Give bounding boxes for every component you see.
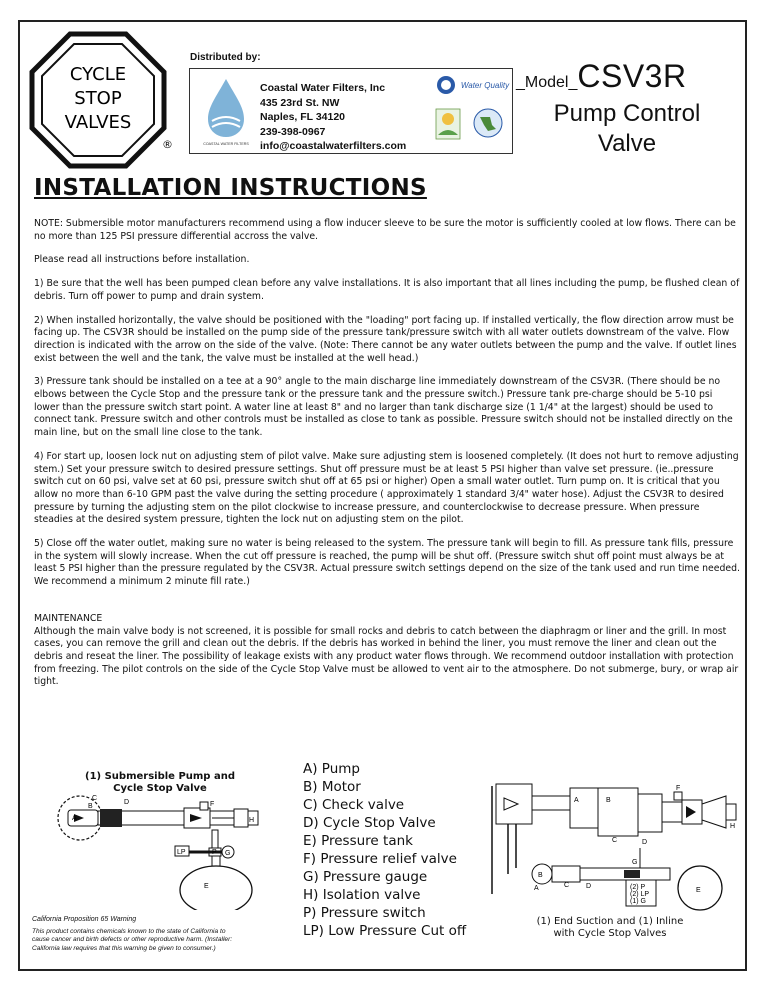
- left-label-a: A: [72, 815, 77, 822]
- right-label-f: F: [676, 785, 681, 792]
- model-line: [516, 58, 687, 95]
- maintenance-text: Although the main valve body is not screened, it is possible for small rocks and debris to catch between the diaphragm or liner and the grill. In most cases, you can remove the grill and clean out the debris. If the debris has worked in behind the liner, you must remove the liner and clean out the debris and reseat the liner. The possibility of leakage exists with any product water flows through. We recommend outdoor installation with protection from freezing. The pilot controls on the side of the Cycle Stop Valve must be allowed to vent air to the atmosphere. Do not submerge, bury, or wrap air tight.: [34, 625, 739, 688]
- end-suction-diagram: [490, 776, 742, 916]
- left-label-b: B: [88, 803, 93, 810]
- step-5-paragraph: 5) Close off the water outlet, making sure no water is being released to the system. The pressure tank will begin to fill. As pressure tank fills, pressure in the system will slowly increase. When the cut off pressure is reached, the pump will be shut off. (Pressure switch shut off point must always be at least 5 PSI higher than the pressure regulated by the CSV3R. Actual pressure switch settings depend on the size of the tank used and run time needed. We recommend a minimum 2 minute fill rate.): [34, 538, 740, 588]
- step-3-paragraph: 3) Pressure tank should be installed on a tee at a 90° angle to the main discharge line immediately downstream of the CSV3R. (There should be no elbows between the Cycle Stop and the pressure tank or the pressure tank and the pressure switch.) Pressure tank pre-charge should be 5-10 psi lower than the pressure switch start point. A water line at least 8" and no larger than tank discharge size (1 1/4" at the largest) should be used to connect tank. Pressure switch and other controls must be installed as close to tank as possible. Pressure switch should not be installed directly on the main line, but on the small line close to the tank.: [34, 376, 733, 439]
- registered-mark: ®: [162, 138, 173, 151]
- distributor-box: [189, 68, 513, 154]
- distributor-city: Naples, FL 34120: [260, 111, 346, 123]
- page-title: INSTALLATION INSTRUCTIONS: [34, 175, 427, 201]
- component-legend: [303, 760, 466, 940]
- legend-isolation-valve: H) Isolation valve: [303, 887, 421, 903]
- product-line-2: Valve: [597, 130, 657, 157]
- distributor-phone: 239-398-0967: [260, 125, 326, 138]
- legend-check-valve: C) Check valve: [303, 797, 405, 813]
- right-label-a2: A: [534, 885, 539, 892]
- cycle-stop-valves-logo: [28, 30, 168, 170]
- right-diagram-caption: [500, 916, 720, 940]
- legend-cycle-stop-valve: D) Cycle Stop Valve: [303, 815, 436, 831]
- legend-pressure-gauge: G) Pressure gauge: [303, 869, 428, 885]
- right-label-c: C: [612, 837, 618, 844]
- product-name: [532, 99, 722, 159]
- distributor-email: info@coastalwaterfilters.com: [260, 140, 407, 152]
- submersible-pump-diagram: [34, 790, 274, 910]
- left-diagram-title-line-2: Cycle Stop Valve: [113, 783, 207, 794]
- product-line-1: Pump Control: [553, 100, 701, 127]
- left-label-f: F: [210, 801, 215, 808]
- right-caption-line-2: with Cycle Stop Valves: [553, 928, 667, 939]
- right-label-c2: C: [564, 882, 570, 889]
- model-code: CSV3R: [577, 58, 687, 94]
- step-4-paragraph: 4) For start up, loosen lock nut on adjusting stem of pilot valve. Make sure adjusting stem is loosened completely. (It does not hurt to remove adjusting stem.) Set your pressure switch to desired pressure settings. Shut off pressure must be at least 5 PSI higher than valve set pressure. (ie..pressure switch cut on 60 psi, valve set at 60 psi, pressure switch shut off at 65 psi or higher) Open a small water outlet. Turn pump on. It is critical that you allow no more than 6-10 GPM past the valve during the setting procedure ( approximately 1 standard 3/4" water hose). Adjust the CSV3R to desired pressure by turning the adjusting stem on the pilot clockwise to increase pressure, and counterclockwise to decrease pressure. When pressure steadies at the desired system pressure, tighten the lock nut on adjusting stem on the pilot.: [34, 450, 739, 526]
- logo-line-1: CYCLE: [69, 64, 127, 85]
- left-label-d: D: [124, 799, 130, 806]
- logo-line-2: STOP: [74, 88, 122, 109]
- left-diagram-title-line-1: (1) Submersible Pump and: [85, 771, 235, 782]
- prop65-text: This product contains chemicals known to the state of California to cause cancer and birth defects or other reproductive harm. (Installer: California law requires that this warning be given to consumer.): [32, 928, 233, 952]
- left-label-p: P: [212, 849, 217, 856]
- legend-motor: B) Motor: [303, 779, 361, 795]
- legend-pressure-tank: E) Pressure tank: [303, 833, 413, 849]
- prop65-title: California Proposition 65 Warning: [32, 916, 137, 923]
- right-label-lp: (2) LP: [630, 891, 650, 898]
- logo-line-3: VALVES: [64, 112, 132, 133]
- left-label-c: C: [92, 795, 98, 802]
- step-1-paragraph: 1) Be sure that the well has been pumped clean before any valve installations. It is also important that all lines including the pump, be flushed clean of debris. Turn off power to pump and drain system.: [34, 278, 740, 302]
- water-drop-logo: [198, 75, 254, 147]
- water-quality-logo: Water Quality: [460, 81, 510, 90]
- left-label-g: G: [225, 850, 231, 857]
- legend-low-pressure-cut-off: LP) Low Pressure Cut off: [303, 923, 467, 939]
- note-paragraph: NOTE: Submersible motor manufacturers recommend using a flow inducer sleeve to be sure the motor is sufficiently cooled at low flows. There can be no more than 125 PSI pressure differential accross the valve.: [34, 218, 736, 242]
- left-label-e: E: [204, 883, 209, 890]
- distributor-name: Coastal Water Filters, Inc: [260, 82, 386, 94]
- right-label-b: B: [606, 797, 611, 804]
- legend-pressure-switch: P) Pressure switch: [303, 905, 426, 921]
- maintenance-heading: MAINTENANCE: [34, 612, 103, 624]
- right-label-a: A: [574, 797, 579, 804]
- right-label-g: G: [632, 859, 638, 866]
- right-label-d: D: [642, 839, 648, 846]
- right-label-e: E: [696, 887, 701, 894]
- instructions-body: [34, 218, 740, 689]
- right-label-p: (2) P: [630, 884, 646, 891]
- distributor-street: 435 23rd St. NW: [260, 96, 340, 109]
- legend-pressure-relief-valve: F) Pressure relief valve: [303, 851, 457, 867]
- right-label-d2: D: [586, 883, 592, 890]
- distributor-address: [260, 81, 406, 154]
- legend-pump: A) Pump: [303, 761, 360, 777]
- model-prefix: _Model_: [516, 74, 578, 91]
- left-label-h: H: [249, 817, 255, 824]
- read-instructions-paragraph: Please read all instructions before installation.: [34, 254, 250, 266]
- step-2-paragraph: 2) When installed horizontally, the valve should be positioned with the "loading" port facing up. If installed vertically, the flow direction arrow must be facing up. The CSV3R should be installed on the pump side of the pressure tank/pressure switch with all water outlets downstream of the valve. Flow direction is indicated with the arrow on the side of the valve. (Note: There cannot be any water outlets between the pump and the valve. If outlet lines exist between the well and the tank, the valve must be installed at the well head.): [34, 314, 737, 364]
- right-label-b2: B: [538, 872, 543, 879]
- distributed-by-label: Distributed by:: [190, 52, 261, 63]
- right-label-g1: (1) G: [630, 898, 646, 905]
- right-label-h: H: [730, 823, 736, 830]
- drop-logo-caption: COASTAL WATER FILTERS: [203, 142, 249, 146]
- partner-logos: [430, 71, 512, 153]
- left-label-lp: LP: [177, 849, 186, 856]
- right-caption-line-1: (1) End Suction and (1) Inline: [536, 916, 684, 927]
